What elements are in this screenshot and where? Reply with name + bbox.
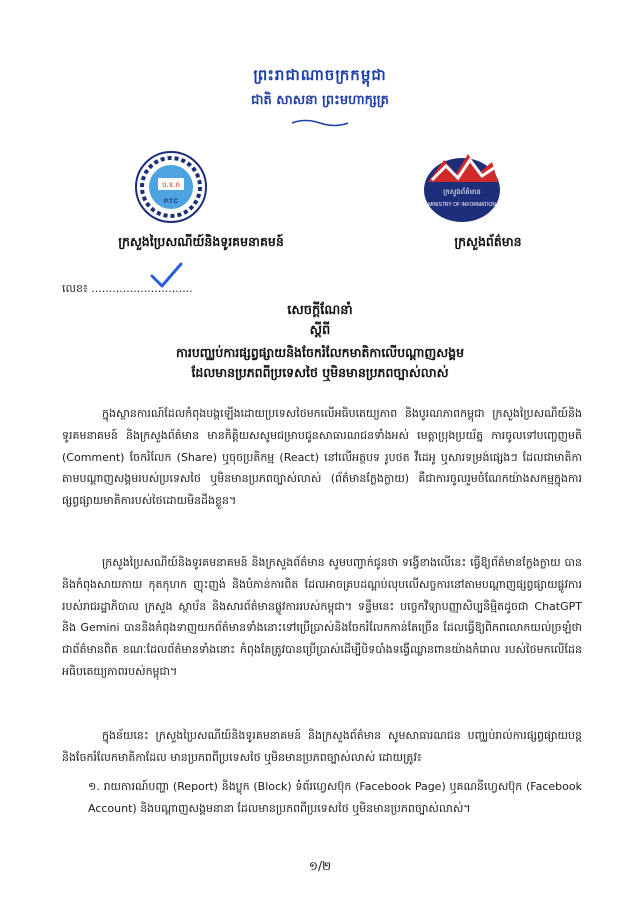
- moi-logo-english: MINISTRY OF INFORMATION: [427, 202, 497, 208]
- subject-line-1: ការបញ្ឈប់ការផ្សព្វផ្សាយនិងចែករំលែកមាតិកាលើបណ្តាញសង្គម: [175, 345, 465, 360]
- paragraph-1: ក្នុងស្ថានការណ៍ដែលកំពុងបង្កឡើងដោយប្រទេសថៃមកលើអធិបតេយ្យភាព និងបូរណភាពកម្ពុជា ក្រសួងប្រៃសណីយ៍និងទូរគមនាគមន៍ និងក្រសួងព័ត៌មាន មានកិត្តិយសសូមជម្រាបជូនសាធារណជនទាំងអស់ មេត្តាប្រុងប្រយ័ត្ន ការចូលទៅបញ្ចេញមតិ (Comment) ចែករំលែក (Share) ឬចុចប្រតិកម្ម (React) នៅលើអត្ថបទ រូបថត វីដេអូ ឬសារទម្រង់ផ្សេងៗ ដែលជាមាតិកាតាមបណ្តាញសង្គមរបស់ប្រទេសថៃ ឬមិនមានប្រភពច្បាស់លាស់ (ព័ត៌មានក្លែងក្លាយ) គឺជាការចូលរួមចំណែកយ៉ាងសកម្មក្នុងការផ្សព្វផ្សាយមាតិការបស់ថៃដោយមិនដឹងខ្លួន។: [62, 407, 582, 508]
- ptc-logo-bottom-text: P.T.C: [164, 199, 178, 205]
- kingdom-heading: ព្រះរាជាណាចក្រកម្ពុជា: [253, 66, 387, 84]
- document-subject: [60, 343, 580, 383]
- ministry-ptc-name: ក្រសួងប្រៃសណីយ៍និងទូរគមនាគមន៍: [118, 234, 284, 249]
- ptc-logo: [134, 150, 208, 224]
- document-about: ស្តីពី: [309, 323, 331, 338]
- paragraph-3: ក្នុងន័យនេះ ក្រសួងប្រៃសណីយ៍និងទូរគមនាគមន៍ និងក្រសួងព័ត៌មាន សូមសាធារណជន បញ្ឈប់រាល់ការផ្សព្វផ្សាយបន្តនិងចែករំលែកមាតិកាដែល មានប្រភពពីប្រទេសថៃ ឬមិនមានប្រភពច្បាស់លាស់ ដោយត្រូវ៖: [62, 729, 582, 764]
- moi-logo: [418, 146, 506, 224]
- reference-number: លេខ៖ .............................: [62, 282, 193, 295]
- paragraph-2: ក្រសួងប្រៃសណីយ៍និងទូរគមនាគមន៍ និងក្រសួងព័ត៌មាន សូមបញ្ជាក់ជូនថា ទង្វើខាងលើនេះ ធ្វើឱ្យព័ត៌មានក្លែងក្លាយ បាននិងកំពុងសាយភាយ កុតកុហក ញុះញង់ និងបំភាន់ការពិត ដែលអាចគ្របដណ្តប់លុបលើសច្ចការនៅតាមបណ្តាញផ្សព្វផ្សាយផ្លូវការរបស់រាជរដ្ឋាភិបាល ក្រសួង ស្ថាប័ន និងសារព័ត៌មានផ្លូវការរបស់កម្ពុជា។ ទន្ទឹមនេះ បច្ចេកវិទ្យាបញ្ញាសិប្បនិម្មិតដូចជា ChatGPT និង Gemini បាននិងកំពុងទាញយកព័ត៌មានទាំងនោះទៅប្រើប្រាស់និងចែករំលែកកាន់តែច្រើន ដែលធ្វើឱ្យពិភពលោកយល់ច្រឡំថា ជាព័ត៌មានពិត ខណៈដែលព័ត៌មានទាំងនោះ កំពុងតែត្រូវបានប្រើប្រាស់ដើម្បីបិទបាំងទង្វើឈ្លានពានយ៉ាងកំរោល របស់ថៃមកលើដែនអធិបតេយ្យភាពរបស់កម្ពុជា។: [62, 556, 582, 678]
- ptc-logo-top-text: ប.ទ.ក: [162, 181, 180, 189]
- subject-line-2: ដែលមានប្រភពពីប្រទេសថៃ ឬមិនមានប្រភពច្បាស់លាស់: [191, 365, 449, 380]
- list-item: ១. រាយការណ៍បញ្ហា (Report) និងប្លុក (Block) ទំព័រហ្វេសប៊ុក (Facebook Page) ឬគណនីហ្វេសប៊ុក (Facebook Account) និងបណ្តាញសង្គមនានា ដែលមានប្រភពពីប្រទេសថៃ ឬមិនមានប្រភពច្បាស់លាស់។: [88, 780, 582, 815]
- check-icon: [148, 262, 184, 290]
- moi-logo-khmer: ក្រសួងព័ត៌មាន: [443, 188, 481, 196]
- motto-heading: ជាតិ សាសនា ព្រះមហាក្សត្រ: [251, 93, 389, 108]
- page-number: ១/២: [308, 859, 332, 873]
- document-title: សេចក្តីណែនាំ: [287, 303, 353, 318]
- ministry-info-name: ក្រសួងព័ត៌មាន: [454, 234, 522, 249]
- header-ornament: [290, 118, 350, 128]
